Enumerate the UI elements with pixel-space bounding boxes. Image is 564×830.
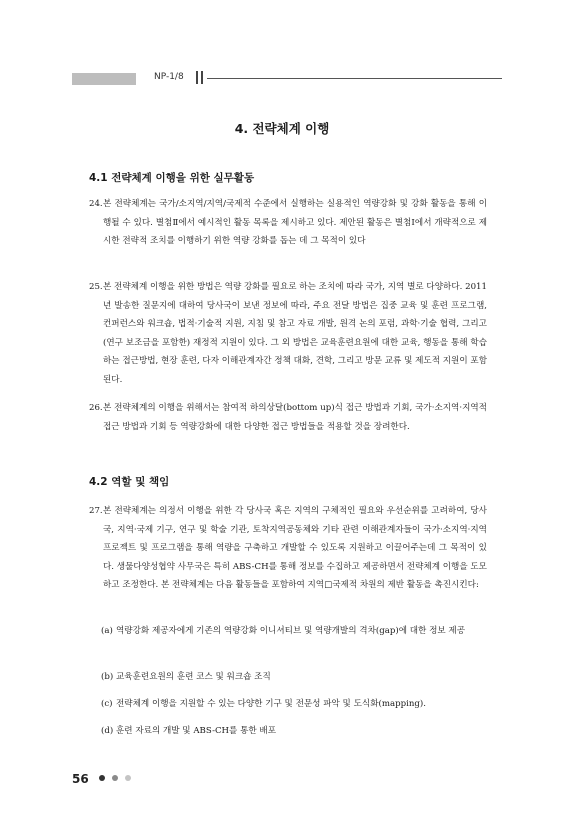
list-item-text: 전략체계 이행을 지원할 수 있는 다양한 기구 및 전문성 파악 및 도식화(mapping). xyxy=(116,699,426,709)
header-rule xyxy=(207,78,502,79)
header-divider xyxy=(196,71,198,84)
dot-icon xyxy=(125,775,131,781)
section-title-4-1: 4.1 전략체계 이행을 위한 실무활동 xyxy=(89,172,255,184)
paragraph-number: 25. xyxy=(89,282,103,292)
paragraph-text: 본 전략체계는 의정서 이행을 위한 각 당사국 혹은 지역의 구체적인 필요와 우선순위를 고려하여, 당사국, 지역·국제 기구, 연구 및 학술 기관, 토착지역공동체와 기타 관련 이해관계자들이 국가·소지역·지역 프로젝트 및 프로그램을 통해 역량을 구축하고 개발할 수 있도록 지원하고 이끌어주는데 그 목적이 있다. 생물다양성협약 사무국은 특히 ABS-CH를 통해 정보를 수집하고 제공하면서 전략체계 이행을 도모하고 조정한다. 본 전략체계는 다음 활동들을 포함하여 지역□국제적 차원의 제반 활동을 촉진시킨다: xyxy=(103,506,487,591)
list-item-label: (a) xyxy=(101,626,113,636)
paragraph-26 xyxy=(89,399,487,436)
header-gray-bar xyxy=(72,73,136,85)
paragraph-24 xyxy=(89,195,487,251)
list-item-a xyxy=(101,622,487,641)
page-footer xyxy=(72,766,133,784)
dot-icon xyxy=(99,775,105,781)
page-dots xyxy=(99,766,133,785)
paragraph-number: 24. xyxy=(89,199,103,209)
paragraph-27 xyxy=(89,502,487,595)
document-code: NP-1/8 xyxy=(154,72,184,82)
list-item-text: 훈련 자료의 개발 및 ABS-CH를 통한 배포 xyxy=(116,726,277,736)
running-header xyxy=(72,69,502,89)
dot-icon xyxy=(112,775,118,781)
header-divider xyxy=(201,71,203,84)
paragraph-number: 26. xyxy=(89,403,103,413)
page-number: 56 xyxy=(72,772,89,786)
paragraph-number: 27. xyxy=(89,506,103,516)
list-item-text: 교육훈련요원의 훈련 코스 및 워크숍 조직 xyxy=(116,672,271,682)
paragraph-text: 본 전략체계 이행을 위한 방법은 역량 강화를 필요로 하는 조치에 따라 국가, 지역 별로 다양하다. 2011년 발송한 질문지에 대하여 당사국이 보낸 정보에 따라, 주요 전달 방법은 집중 교육 및 훈련 프로그램, 컨퍼런스와 워크숍, 법적·기술적 지원, 지침 및 참고 자료 개발, 원격 논의 포럼, 과학·기술 협력, 그리고 (연구 보조금을 포함한) 재정적 지원이 있다. 그 외 방법은 교육훈련요원에 대한 교육, 행동을 통해 학습하는 접근방법, 현장 훈련, 다자 이해관계자간 정책 대화, 견학, 그리고 방문 교류 및 제도적 지원이 포함된다. xyxy=(103,282,487,385)
list-item-b xyxy=(101,668,487,687)
list-item-label: (c) xyxy=(101,699,113,709)
list-item-c xyxy=(101,695,487,714)
list-item-label: (b) xyxy=(101,672,114,682)
section-title-4-2: 4.2 역할 및 책임 xyxy=(89,476,170,488)
paragraph-text: 본 전략체계는 국가/소지역/지역/국제적 수준에서 실행하는 실용적인 역량강화 및 강화 활동을 통해 이행될 수 있다. 별첨Ⅱ에서 예시적인 활동 목록을 제시하고 있다. 제안된 활동은 별첨Ⅰ에서 개략적으로 제시한 전략적 조치를 이행하기 위한 역량 강화를 돕는 데 그 목적이 있다 xyxy=(103,199,487,247)
paragraph-text: 본 전략체계의 이행을 위해서는 참여적 하의상달(bottom up)식 접근 방법과 기회, 국가·소지역·지역적 접근 방법과 기회 등 역량강화에 대한 다양한 접근 방법들을 적용할 것을 장려한다. xyxy=(103,403,487,432)
paragraph-25 xyxy=(89,278,487,390)
list-item-text: 역량강화 제공자에게 기존의 역량강화 이니셔티브 및 역량개발의 격차(gap)에 대한 정보 제공 xyxy=(116,626,466,636)
list-item-label: (d) xyxy=(101,726,114,736)
list-item-d xyxy=(101,722,487,741)
chapter-title: 4. 전략체계 이행 xyxy=(234,121,330,136)
